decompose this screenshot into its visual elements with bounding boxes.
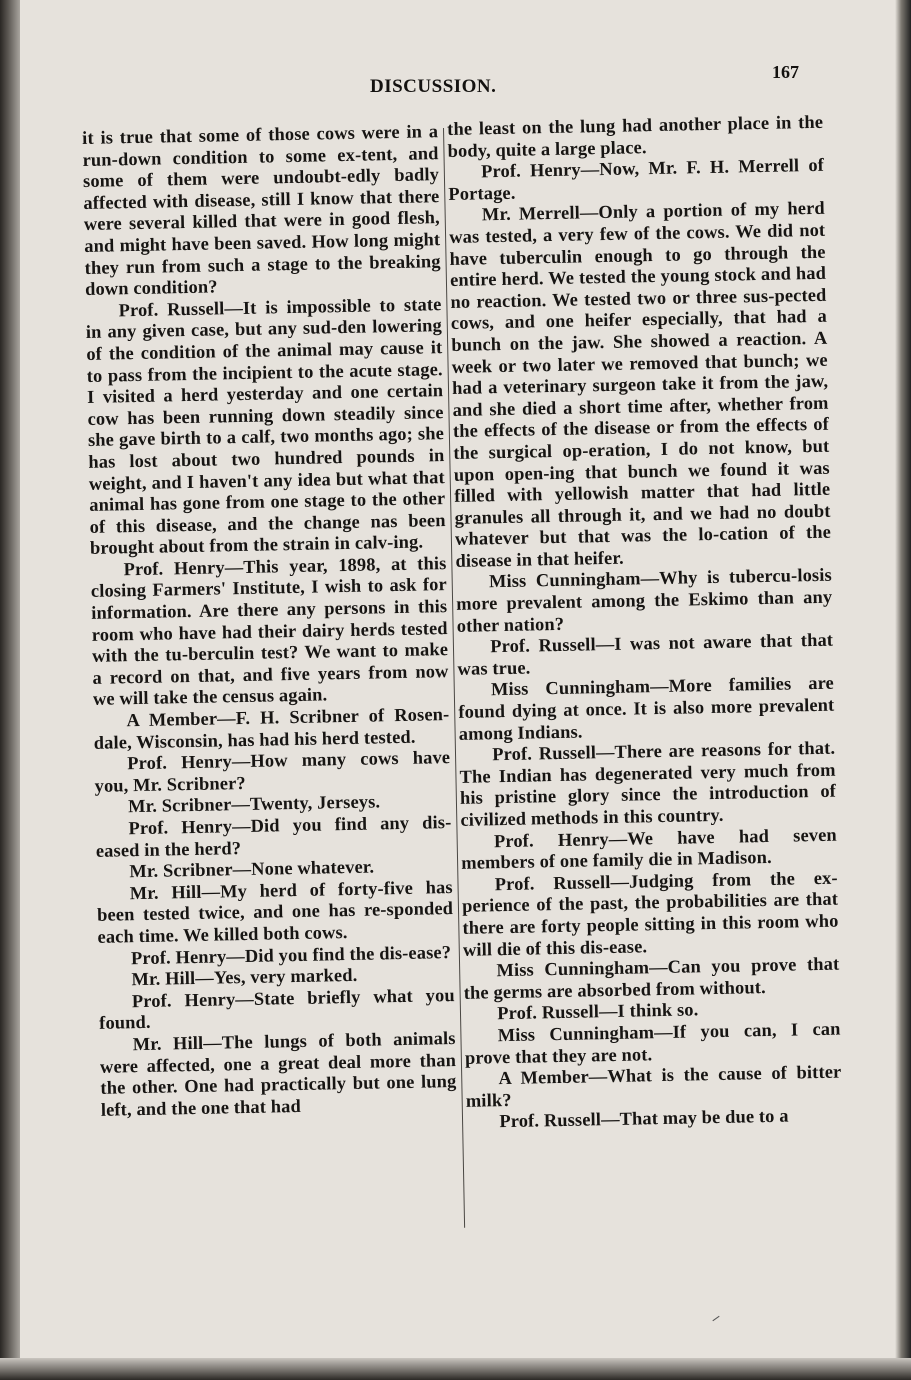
paragraph: Prof. Henry—This year, 1898, at this closing Farmers' Institute, I wish to ask for information. Are there any persons in this room who have had their dairy herds tested with the tu-berculin test? We want to make a record on that, and five years from now we will take the census again. [90, 552, 449, 710]
paragraph: Prof. Henry—Now, Mr. F. H. Merrell of Portage. [448, 154, 825, 204]
paragraph: Prof. Russell—I think so. [497, 999, 699, 1024]
paragraph: the least on the lung had another place in the body, quite a large place. [447, 111, 824, 161]
page-bottom-edge [0, 1358, 911, 1380]
stray-pencil-mark [712, 1316, 719, 1321]
paragraph: Mr. Scribner—Twenty, Jerseys. [127, 791, 381, 817]
paragraph: Prof. Henry—Did you find the dis-ease? [130, 941, 452, 968]
left-column [82, 121, 457, 1121]
paragraph: Prof. Henry—How many cows have you, Mr. Scribner? [94, 747, 451, 796]
paragraph: Prof. Henry—State briefly what you found. [98, 984, 455, 1034]
running-head: DISCUSSION. [370, 76, 497, 97]
paragraph: Prof. Russell—That may be due to a [499, 1105, 789, 1132]
paragraph: Miss Cunningham—Can you prove that the germs are absorbed from without. [463, 953, 840, 1003]
paragraph: Mr. Hill—Yes, very marked. [131, 965, 358, 990]
paragraph: A Member—What is the cause of bitter milk? [465, 1061, 842, 1111]
paragraph: Prof. Russell—I was not aware that that was true. [457, 629, 834, 679]
page-number: 167 [772, 62, 799, 82]
paragraph: Prof. Russell—There are reasons for that. The Indian has degenerated very much from his pristine glory since the introduction of civilized methods in this country. [459, 737, 837, 830]
paragraph: Mr. Hill—My herd of forty-five has been tested twice, and one has re-sponded each time. We killed both cows. [96, 876, 454, 947]
paragraph: Miss Cunningham—Why is tubercu-losis more prevalent among the Eskimo than any other nation? [456, 565, 833, 636]
paragraph: Prof. Russell—Judging from the ex-perience of the past, the probabilities are that there are forty people sitting in this room who will die of this dis-ease. [461, 867, 839, 960]
page-right-edge [895, 0, 911, 1380]
paragraph: Miss Cunningham—If you can, I can prove that they are not. [464, 1018, 841, 1068]
paragraph: Mr. Merrell—Only a portion of my herd was tested, a very few of the cows. We did not have tuberculin enough to go through the entire herd. We tested the young stock and had no reaction. We tested two or three sus-pected cows, and one heifer especially, that had a bunch on the jaw. She showed a reaction. A week or two later we removed that bunch; we had a veterinary surgeon take it from the jaw, and she died a short time after, whether from the effects of the disease or from the effects of the surgical op-eration, I do not know, but upon open-ing that bunch we found it was filled with yellowish matter that had little granules all through it, and we had no doubt whatever but that was the lo-cation of the disease in that heifer. [449, 198, 832, 571]
paragraph: Mr. Scribner—None whatever. [129, 856, 375, 882]
paragraph: Prof. Russell—It is impossible to state in any given case, but any sud-den lowering of the condition of the animal may cause it to pass from the incipient to the acute stage. I visited a herd yesterday and one certain cow has been running down steadily since she gave birth to a calf, two months ago; she has lost about two hundred pounds in weight, and I haven't any idea but what that animal has gone from one stage to the other of this disease, and the change nas been brought about from the strain in calv-ing. [85, 293, 446, 559]
page-binding-shadow [0, 0, 20, 1380]
paragraph: A Member—F. H. Scribner of Rosen-dale, Wisconsin, has had his herd tested. [93, 704, 450, 753]
paragraph: Mr. Hill—The lungs of both animals were affected, one a great deal more than the other. One had practically but one lung left, and the one that had [99, 1027, 457, 1120]
right-column [447, 112, 842, 1134]
paragraph: it is true that some of those cows were in a run-down condition to some ex-tent, and some of them were undoubt-edly badly affected with disease, still I know that there were several killed that were in good flesh, and might have been saved. How long might they run from such a stage to the breaking down condition? [82, 121, 441, 300]
paragraph: Prof. Henry—We have had seven members of one family die in Madison. [461, 824, 837, 874]
paragraph: Miss Cunningham—More families are found dying at once. It is also more prevalent among Indians. [458, 673, 835, 744]
paragraph: Prof. Henry—Did you find any dis-eased in the herd? [95, 812, 452, 861]
